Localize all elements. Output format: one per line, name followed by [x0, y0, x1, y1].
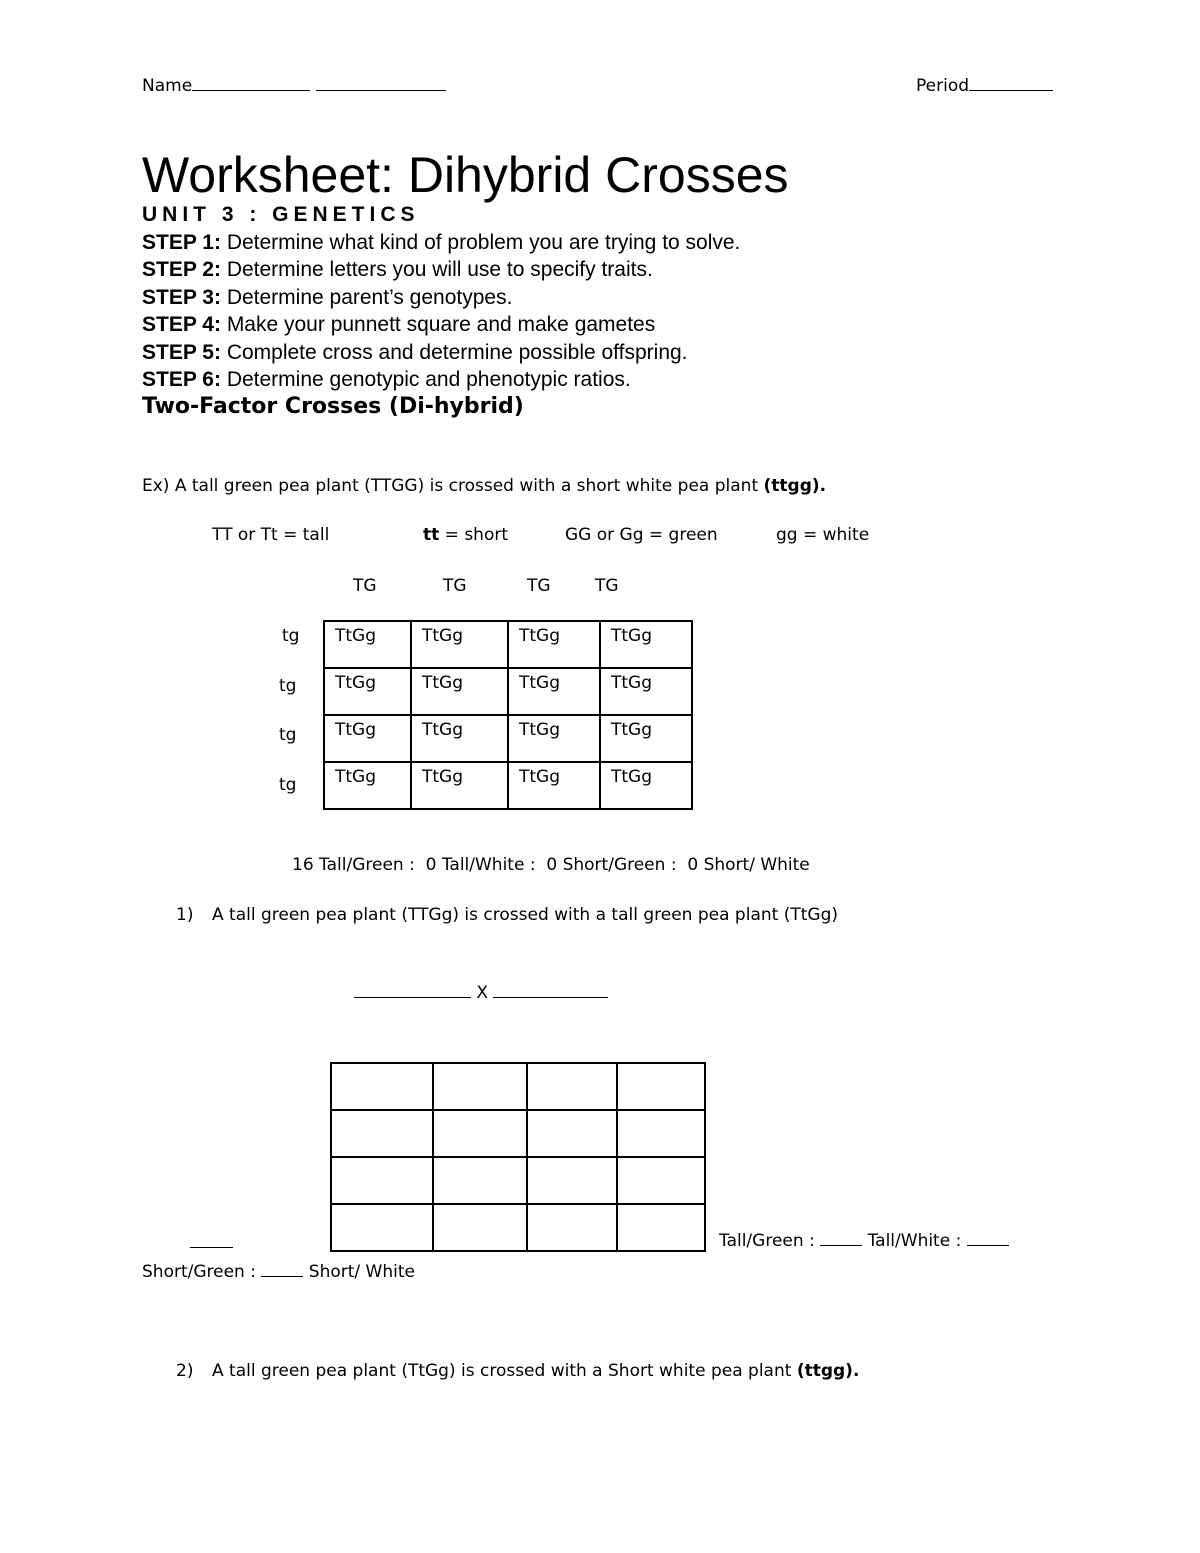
- parent-2-blank[interactable]: [493, 982, 608, 998]
- problem-1-number: 1): [176, 905, 194, 925]
- key-tall: TT or Tt = tall: [212, 525, 330, 545]
- step-3-text: Determine parent’s genotypes.: [220, 286, 513, 309]
- punnett-cell: TtGg: [411, 668, 508, 715]
- problem-1-text: A tall green pea plant (TTGg) is crossed with a tall green pea plant (TtGg): [212, 905, 838, 925]
- punnett-cell: TtGg: [411, 762, 508, 809]
- step-6-label: STEP 6:: [142, 368, 221, 391]
- ratio-line-1: [719, 1230, 1009, 1251]
- empty-cell[interactable]: [331, 1204, 433, 1251]
- period-label: Period: [916, 76, 970, 96]
- short-white-blank[interactable]: [261, 1261, 303, 1277]
- unit-subtitle: UNIT 3 : GENETICS: [142, 203, 420, 226]
- short-green-label: Short/Green :: [142, 1262, 256, 1282]
- punnett-cell: TtGg: [411, 621, 508, 668]
- row-gamete-1: tg: [282, 626, 300, 646]
- example-prompt-text: Ex) A tall green pea plant (TTGG) is crossed with a short white pea plant: [142, 476, 764, 496]
- step-6: [142, 368, 631, 392]
- step-6-text: Determine genotypic and phenotypic ratios.: [220, 368, 631, 391]
- punnett-cell: TtGg: [600, 762, 692, 809]
- step-4-text: Make your punnett square and make gametes: [220, 313, 656, 336]
- empty-cell[interactable]: [433, 1063, 527, 1110]
- empty-cell[interactable]: [433, 1157, 527, 1204]
- step-2: [142, 258, 653, 282]
- column-gamete-3: TG: [527, 576, 551, 596]
- column-gamete-4: TG: [595, 576, 619, 596]
- step-5-text: Complete cross and determine possible offspring.: [220, 341, 688, 364]
- punnett-row: [331, 1204, 705, 1251]
- cross-x: X: [476, 983, 489, 1003]
- step-4-label: STEP 4:: [142, 313, 221, 336]
- key-green: GG or Gg = green: [565, 525, 718, 545]
- empty-cell[interactable]: [527, 1063, 617, 1110]
- punnett-cell: TtGg: [600, 715, 692, 762]
- problem-2-text: [212, 1361, 859, 1381]
- key-short-bold: tt: [423, 525, 440, 545]
- period-blank[interactable]: [969, 75, 1053, 91]
- empty-cell[interactable]: [617, 1204, 705, 1251]
- name-blank-first[interactable]: [192, 75, 310, 91]
- empty-cell[interactable]: [527, 1204, 617, 1251]
- problem-2-text-start: A tall green pea plant (TtGg) is crossed with a Short white pea plant: [212, 1361, 797, 1381]
- punnett-cell: TtGg: [508, 621, 600, 668]
- key-short: [423, 525, 508, 545]
- ratio-line-2: [142, 1261, 415, 1282]
- empty-cell[interactable]: [617, 1110, 705, 1157]
- punnett-row: [331, 1157, 705, 1204]
- punnett-row: [331, 1110, 705, 1157]
- punnett-row: [331, 1063, 705, 1110]
- example-ratio: 16 Tall/Green : 0 Tall/White : 0 Short/Green : 0 Short/ White: [292, 855, 810, 875]
- row-gamete-3: tg: [279, 725, 297, 745]
- punnett-row: [324, 621, 692, 668]
- step-1: [142, 231, 740, 255]
- step-3: [142, 286, 512, 310]
- row-gamete-4: tg: [279, 775, 297, 795]
- empty-cell[interactable]: [331, 1063, 433, 1110]
- empty-cell[interactable]: [617, 1063, 705, 1110]
- punnett-cell: TtGg: [324, 668, 411, 715]
- empty-cell[interactable]: [527, 1157, 617, 1204]
- empty-cell[interactable]: [331, 1157, 433, 1204]
- step-5-label: STEP 5:: [142, 341, 221, 364]
- ratio-blank-1-wrap: [190, 1232, 233, 1253]
- step-2-label: STEP 2:: [142, 258, 221, 281]
- empty-cell[interactable]: [433, 1110, 527, 1157]
- punnett-row: [324, 762, 692, 809]
- punnett-cell: TtGg: [324, 715, 411, 762]
- name-field-label: [142, 75, 446, 96]
- name-blank-last[interactable]: [316, 75, 446, 91]
- problem-1-punnett-square: [330, 1062, 706, 1252]
- punnett-cell: TtGg: [411, 715, 508, 762]
- key-short-rest: = short: [439, 525, 509, 545]
- empty-cell[interactable]: [527, 1110, 617, 1157]
- row-gamete-2: tg: [279, 676, 297, 696]
- short-green-blank[interactable]: [967, 1230, 1009, 1246]
- problem-2-number: 2): [176, 1361, 194, 1381]
- step-2-text: Determine letters you will use to specify traits.: [220, 258, 653, 281]
- punnett-row: [324, 715, 692, 762]
- column-gamete-1: TG: [353, 576, 377, 596]
- punnett-cell: TtGg: [508, 668, 600, 715]
- tall-white-label: Tall/White :: [867, 1231, 962, 1251]
- step-3-label: STEP 3:: [142, 286, 221, 309]
- tall-green-label: Tall/Green :: [719, 1231, 815, 1251]
- example-prompt-bold: (ttgg).: [763, 476, 827, 496]
- example-punnett-square: [323, 620, 693, 810]
- page-title: Worksheet: Dihybrid Crosses: [142, 147, 789, 203]
- punnett-row: [324, 668, 692, 715]
- tall-white-blank[interactable]: [820, 1230, 862, 1246]
- example-prompt: [142, 476, 826, 496]
- step-4: [142, 313, 655, 337]
- key-white: gg = white: [776, 525, 870, 545]
- empty-cell[interactable]: [331, 1110, 433, 1157]
- punnett-cell: TtGg: [600, 668, 692, 715]
- column-gamete-2: TG: [443, 576, 467, 596]
- punnett-cell: TtGg: [324, 762, 411, 809]
- punnett-cell: TtGg: [600, 621, 692, 668]
- punnett-cell: TtGg: [508, 762, 600, 809]
- short-white-label: Short/ White: [308, 1262, 415, 1282]
- empty-cell[interactable]: [617, 1157, 705, 1204]
- step-1-label: STEP 1:: [142, 231, 221, 254]
- problem-2-text-bold: (ttgg).: [796, 1361, 860, 1381]
- punnett-cell: TtGg: [324, 621, 411, 668]
- tall-green-blank[interactable]: [190, 1232, 233, 1248]
- step-5: [142, 341, 688, 365]
- punnett-cell: TtGg: [508, 715, 600, 762]
- empty-cell[interactable]: [433, 1204, 527, 1251]
- section-heading: Two-Factor Crosses (Di-hybrid): [142, 394, 524, 419]
- name-label: Name: [142, 76, 193, 96]
- parent-1-blank[interactable]: [354, 982, 471, 998]
- cross-line: [354, 982, 608, 1003]
- period-field-label: [916, 75, 1053, 96]
- step-1-text: Determine what kind of problem you are trying to solve.: [220, 231, 741, 254]
